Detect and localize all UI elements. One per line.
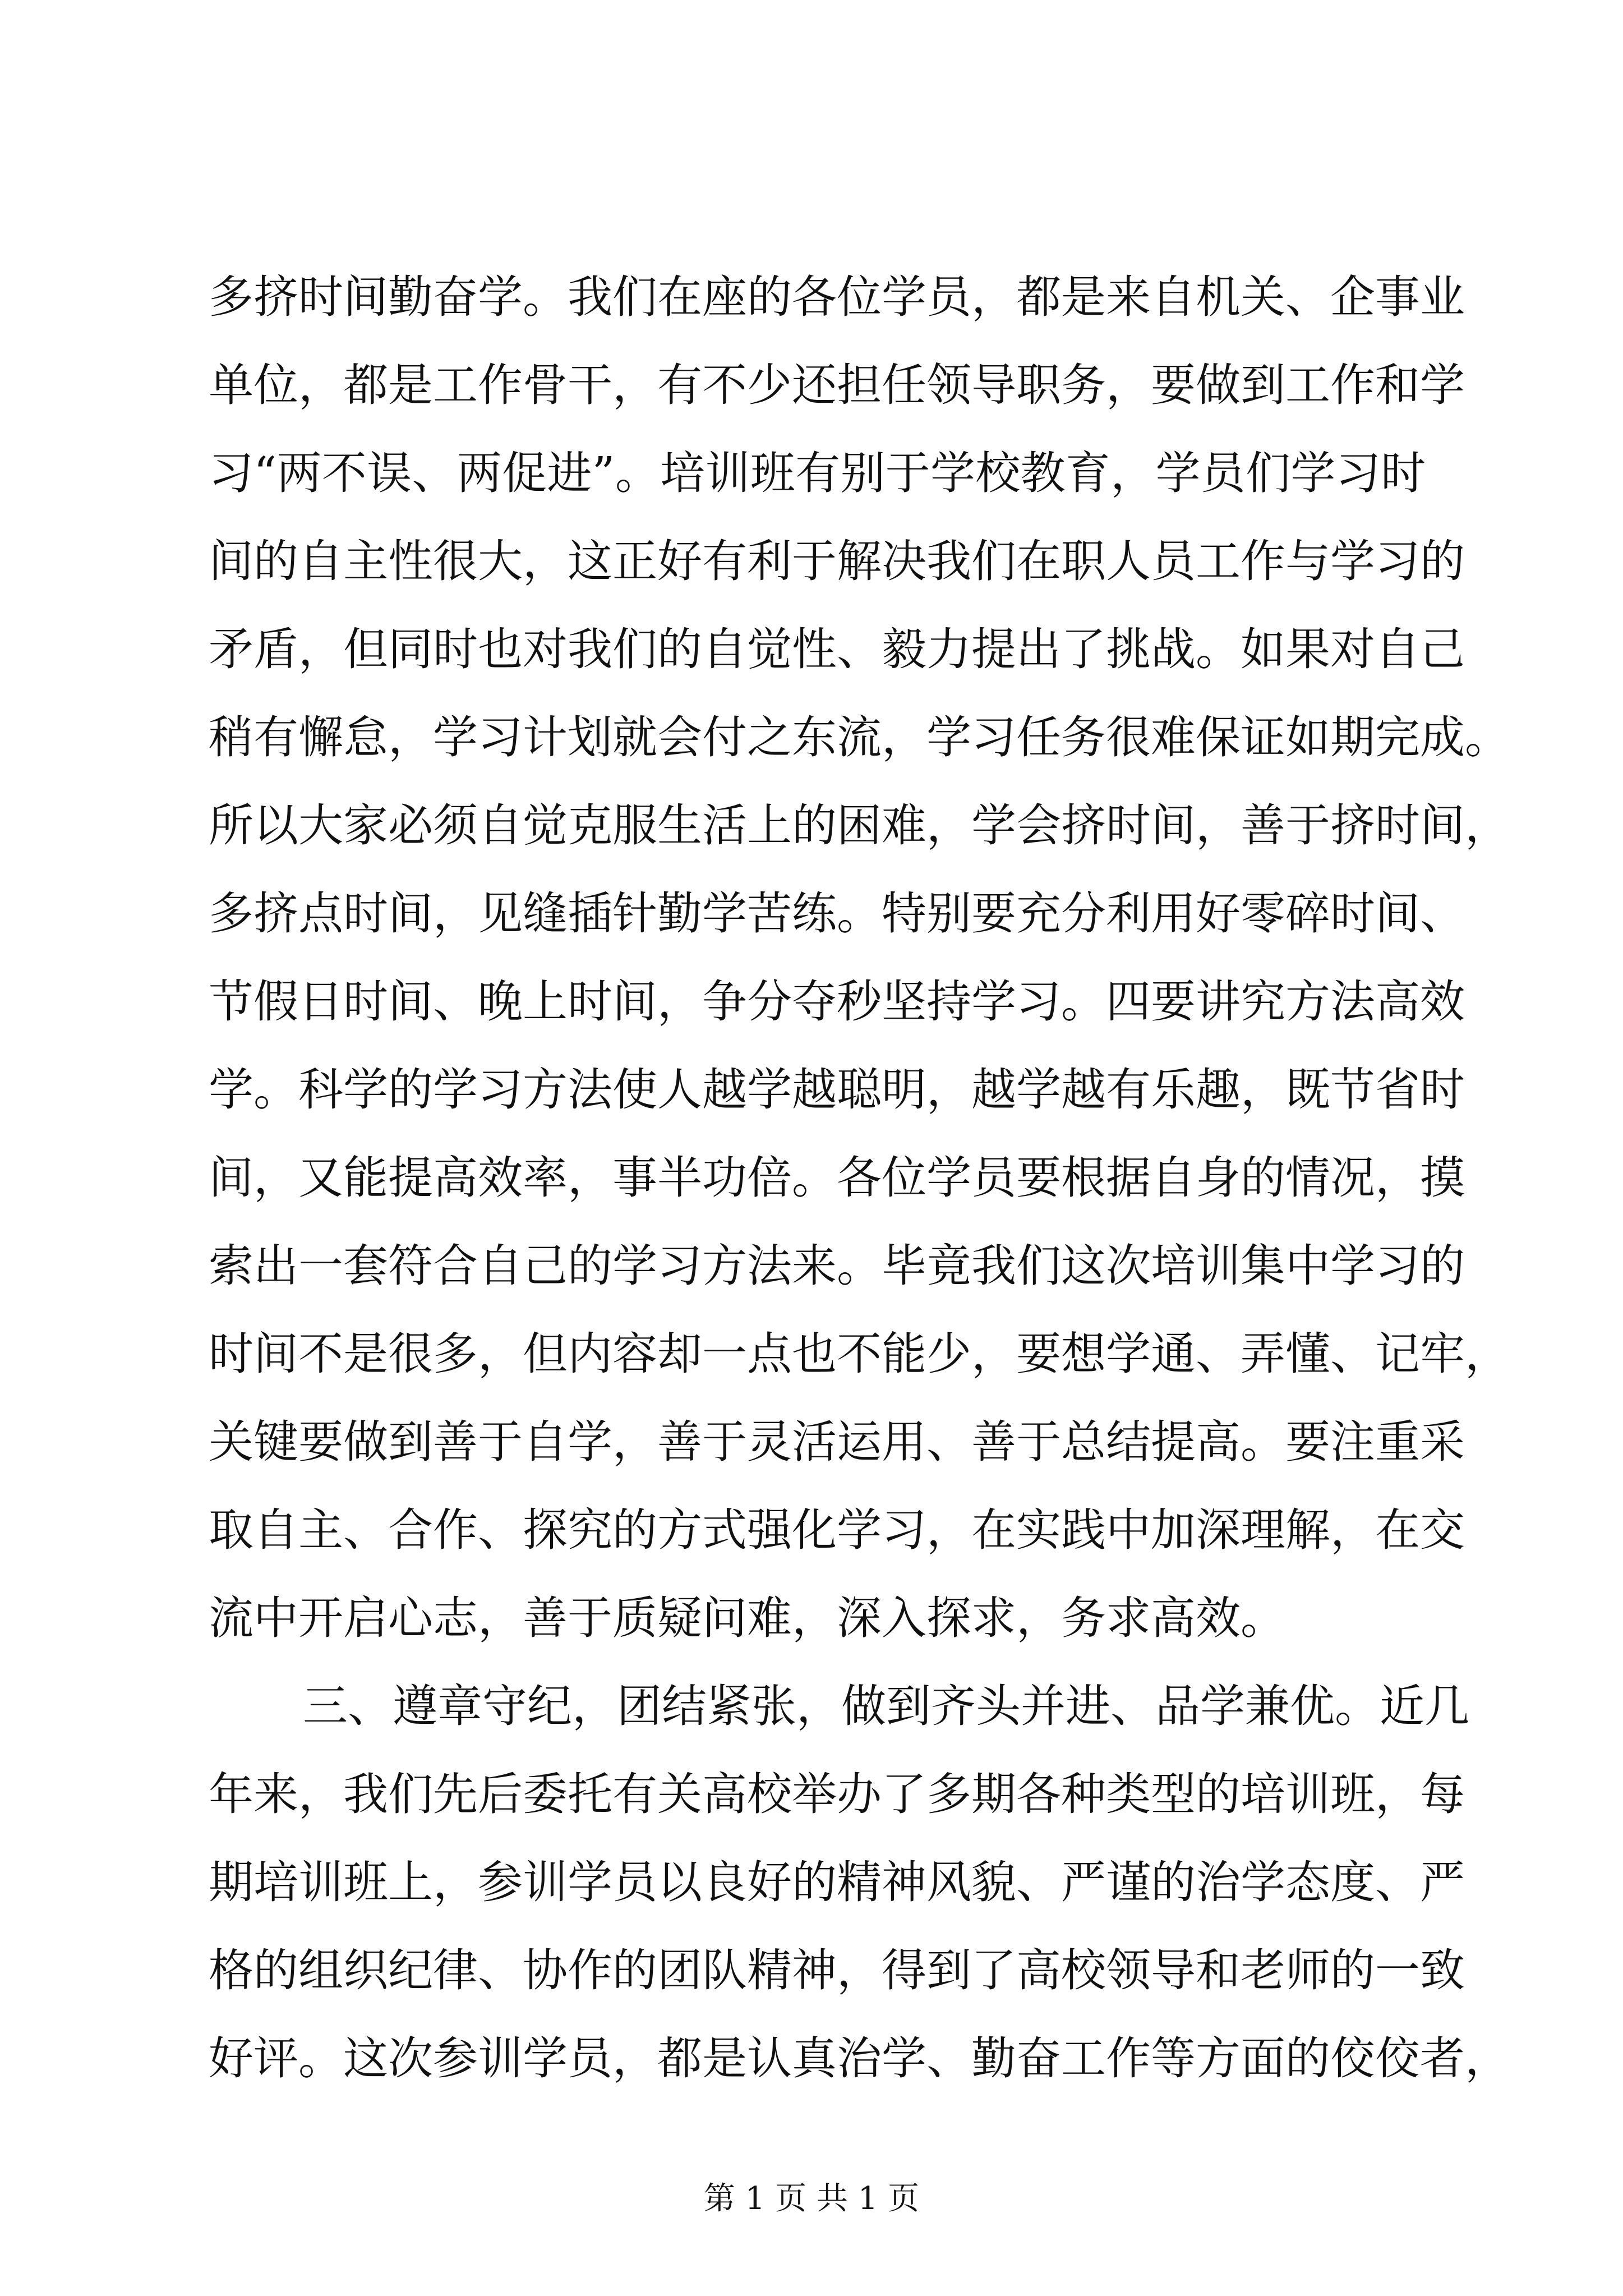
text-line: 所以大家必须自觉克服生活上的困难，学会挤时间，善于挤时间， xyxy=(209,799,1510,852)
text-line: 取自主、合作、探究的方式强化学习，在实践中加深理解，在交 xyxy=(209,1504,1465,1556)
text-line: 学。科学的学习方法使人越学越聪明，越学越有乐趣，既节省时 xyxy=(209,1064,1465,1116)
text-line: 稍有懈怠，学习计划就会付之东流，学习任务很难保证如期完成。 xyxy=(209,711,1510,763)
text-line: 单位，都是工作骨干，有不少还担任领导职务，要做到工作和学 xyxy=(209,359,1465,411)
text-line: 年来，我们先后委托有关高校举办了多期各种类型的培训班，每 xyxy=(209,1768,1465,1820)
text-line: 关键要做到善于自学，善于灵活运用、善于总结提高。要注重采 xyxy=(209,1416,1465,1468)
text-line: 好评。这次参训学员，都是认真治学、勤奋工作等方面的佼佼者， xyxy=(209,2032,1510,2085)
text-line: 索出一套符合自己的学习方法来。毕竟我们这次培训集中学习的 xyxy=(209,1240,1465,1292)
text-line: 期培训班上，参训学员以良好的精神风貌、严谨的治学态度、严 xyxy=(209,1856,1465,1908)
text-line: 间，又能提高效率，事半功倍。各位学员要根据自身的情况，摸 xyxy=(209,1152,1465,1204)
text-line: 流中开启心志，善于质疑问难，深入探求，务求高效。 xyxy=(209,1592,1285,1644)
paragraph-heading-line: 三、遵章守纪，团结紧张，做到齐头并进、品学兼优。近几 xyxy=(303,1680,1469,1732)
text-line: 格的组织纪律、协作的团队精神，得到了高校领导和老师的一致 xyxy=(209,1944,1465,1996)
text-line: 矛盾，但同时也对我们的自觉性、毅力提出了挑战。如果对自己 xyxy=(209,623,1465,675)
text-line: 节假日时间、晚上时间，争分夺秒坚持学习。四要讲究方法高效 xyxy=(209,976,1465,1028)
page-number-footer: 第 1 页 共 1 页 xyxy=(703,2180,920,2217)
text-line: 多挤点时间，见缝插针勤学苦练。特别要充分利用好零碎时间、 xyxy=(209,887,1465,940)
text-line: 多挤时间勤奋学。我们在座的各位学员，都是来自机关、企事业 xyxy=(209,271,1465,323)
text-line: 间的自主性很大，这正好有利于解决我们在职人员工作与学习的 xyxy=(209,535,1465,587)
text-line: 时间不是很多，但内容却一点也不能少，要想学通、弄懂、记牢， xyxy=(209,1328,1510,1380)
text-line: 习“两不误、两促进”。培训班有别于学校教育，学员们学习时 xyxy=(209,447,1426,499)
